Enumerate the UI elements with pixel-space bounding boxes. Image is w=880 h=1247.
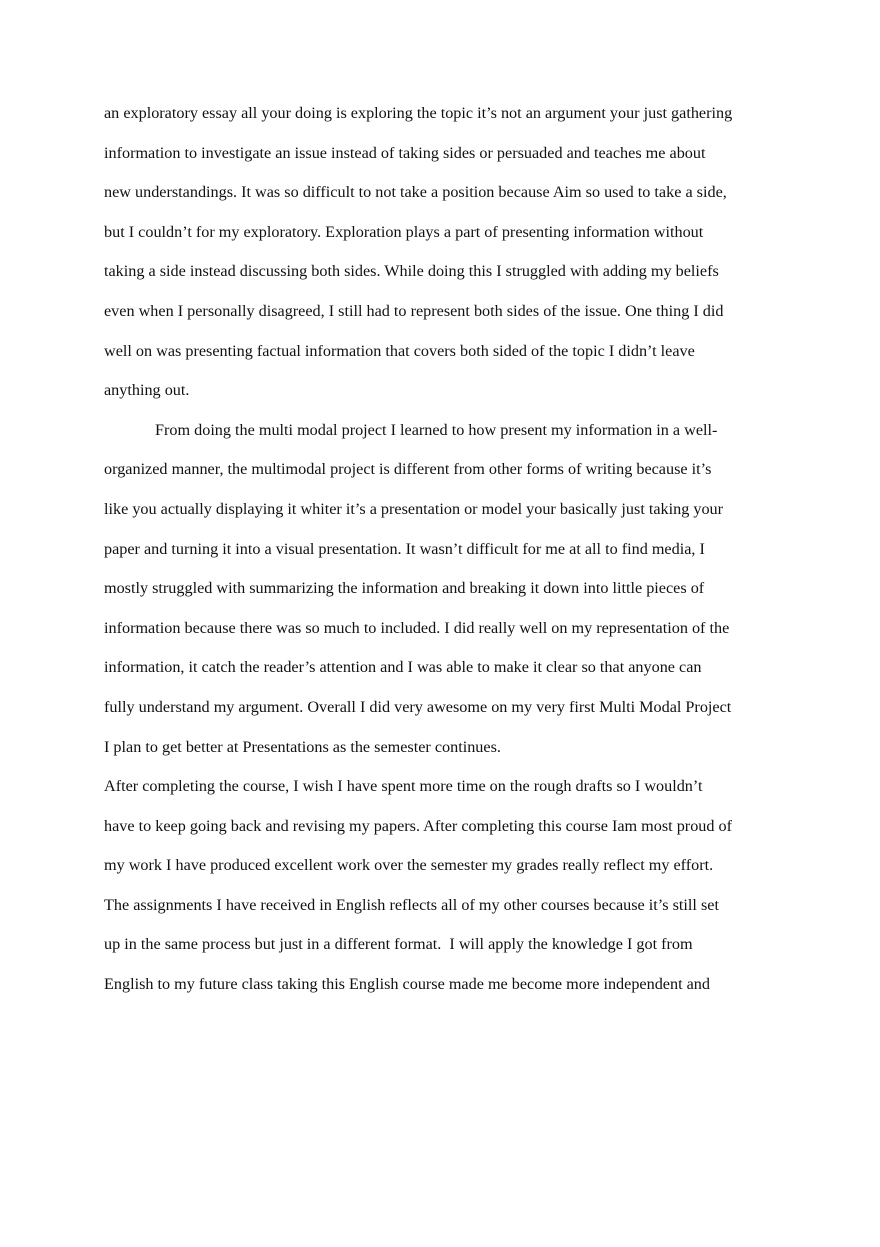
text-line: new understandings. It was so difficult to not take a position because Aim so used to take a side,	[104, 183, 727, 202]
text-line: but I couldn’t for my exploratory. Exploration plays a part of presenting information without	[104, 222, 704, 241]
text-line: have to keep going back and revising my papers. After completing this course Iam most proud of	[104, 816, 733, 835]
text-line: like you actually displaying it whiter it’s a presentation or model your basically just taking your	[104, 499, 724, 518]
paragraph	[104, 411, 804, 767]
text-line: English to my future class taking this English course made me become more independent and	[104, 975, 710, 994]
text-line: information to investigate an issue instead of taking sides or persuaded and teaches me about	[104, 143, 706, 162]
text-line: I plan to get better at Presentations as the semester continues.	[104, 737, 501, 756]
text-line: information, it catch the reader’s attention and I was able to make it clear so that anyone can	[104, 658, 702, 677]
text-line: an exploratory essay all your doing is exploring the topic it’s not an argument your just gathering	[104, 104, 733, 122]
paragraph	[104, 767, 804, 1005]
text-line: paper and turning it into a visual presentation. It wasn’t difficult for me at all to find media, I	[104, 539, 705, 558]
text-line: even when I personally disagreed, I still had to represent both sides of the issue. One thing I did	[104, 301, 724, 320]
paragraph	[104, 94, 804, 411]
text-line: taking a side instead discussing both sides. While doing this I struggled with adding my beliefs	[104, 262, 719, 281]
text-line: fully understand my argument. Overall I did very awesome on my very first Multi Modal Project	[104, 697, 732, 716]
text-line: After completing the course, I wish I have spent more time on the rough drafts so I wouldn’t	[104, 777, 703, 796]
text-line: up in the same process but just in a different format. I will apply the knowledge I got from	[104, 935, 693, 954]
text-line: From doing the multi modal project I learned to how present my information in a well-	[155, 420, 718, 439]
text-line: my work I have produced excellent work over the semester my grades really reflect my effort.	[104, 856, 714, 875]
text-line: anything out.	[104, 381, 190, 400]
text-line: mostly struggled with summarizing the information and breaking it down into little pieces of	[104, 579, 705, 598]
text-line: The assignments I have received in English reflects all of my other courses because it’s still set	[104, 895, 719, 914]
text-line: organized manner, the multimodal project is different from other forms of writing because it’s	[104, 460, 712, 479]
text-line: well on was presenting factual information that covers both sided of the topic I didn’t leave	[104, 341, 695, 360]
text-line: information because there was so much to included. I did really well on my representation of the	[104, 618, 730, 637]
document-page	[104, 94, 804, 1005]
